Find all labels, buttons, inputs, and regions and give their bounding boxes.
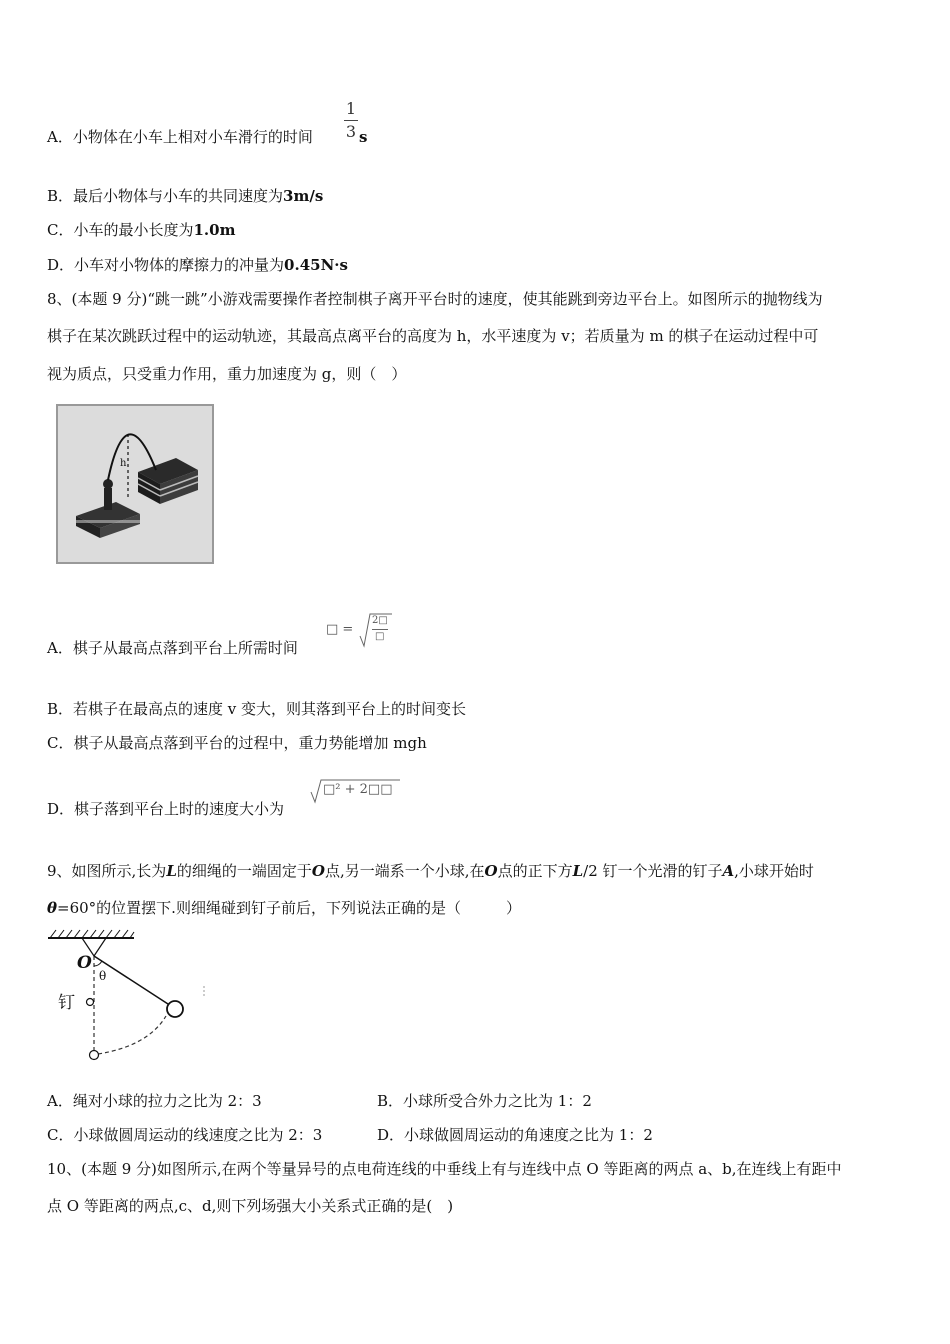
q9-option-d: D．小球做圆周运动的角速度之比为 1：2 [377, 1126, 653, 1144]
q7-option-a-fraction: 1 3 [345, 99, 357, 141]
q8-stem-line3: 视为质点，只受重力作用，重力加速度为 g，则（ ） [47, 365, 407, 383]
q9-pendulum-figure [44, 928, 214, 1064]
q7-option-a: A．小物体在小车上相对小车滑行的时间 [47, 128, 313, 146]
q9-stem-line1: 9、如图所示,长为L的细绳的一端固定于O点,另一端系一个小球,在O点的正下方L/2 钉一个光滑的钉子A,小球开始时 [47, 862, 814, 880]
q9-option-b: B．小球所受合外力之比为 1：2 [377, 1092, 592, 1110]
q8-jump-figure [56, 404, 214, 564]
q8-option-a: A．棋子从最高点落到平台上所需时间 [47, 639, 298, 657]
q7-option-a-unit: s [359, 128, 368, 146]
q8-option-b: B．若棋子在最高点的速度 v 变大，则其落到平台上的时间变长 [47, 700, 467, 718]
q7-option-c: C．小车的最小长度为1.0m [47, 221, 236, 239]
q8-fig-label-h: h [120, 458, 127, 469]
q8-stem-line2: 棋子在某次跳跃过程中的运动轨迹，其最高点离平台的高度为 h，水平速度为 v；若质量为 m 的棋子在运动过程中可 [47, 327, 819, 345]
q8-option-c: C．棋子从最高点落到平台的过程中，重力势能增加 mgh [47, 734, 427, 752]
q8-stem-line1: 8、(本题 9 分)“跳一跳”小游戏需要操作者控制棋子离开平台时的速度，使其能跳到旁边平台上。如图所示的抛物线为 [47, 290, 823, 308]
q10-stem-line1: 10、(本题 9 分)如图所示,在两个等量异号的点电荷连线的中垂线上有与连线中点 O 等距离的两点 a、b,在连线上有距中 [47, 1160, 842, 1178]
q9-option-a: A．绳对小球的拉力之比为 2：3 [47, 1092, 262, 1110]
q7-option-d: D．小车对小物体的摩擦力的冲量为0.45N·s [47, 256, 348, 274]
q10-stem-line2: 点 O 等距离的两点,c、d,则下列场强大小关系式正确的是( ) [47, 1197, 454, 1215]
q7-option-b: B．最后小物体与小车的共同速度为3m/s [47, 187, 324, 205]
q9-fig-label-nail: 钉 [58, 993, 75, 1013]
q8-option-d: D．棋子落到平台上时的速度大小为 [47, 800, 285, 818]
q9-fig-label-o: O [77, 953, 92, 973]
q9-stem-line2: θ=60°的位置摆下.则细绳碰到钉子前后，下列说法正确的是（ ） [47, 899, 521, 917]
q9-option-c: C．小球做圆周运动的线速度之比为 2：3 [47, 1126, 323, 1144]
q9-fig-label-theta: θ [99, 969, 107, 983]
